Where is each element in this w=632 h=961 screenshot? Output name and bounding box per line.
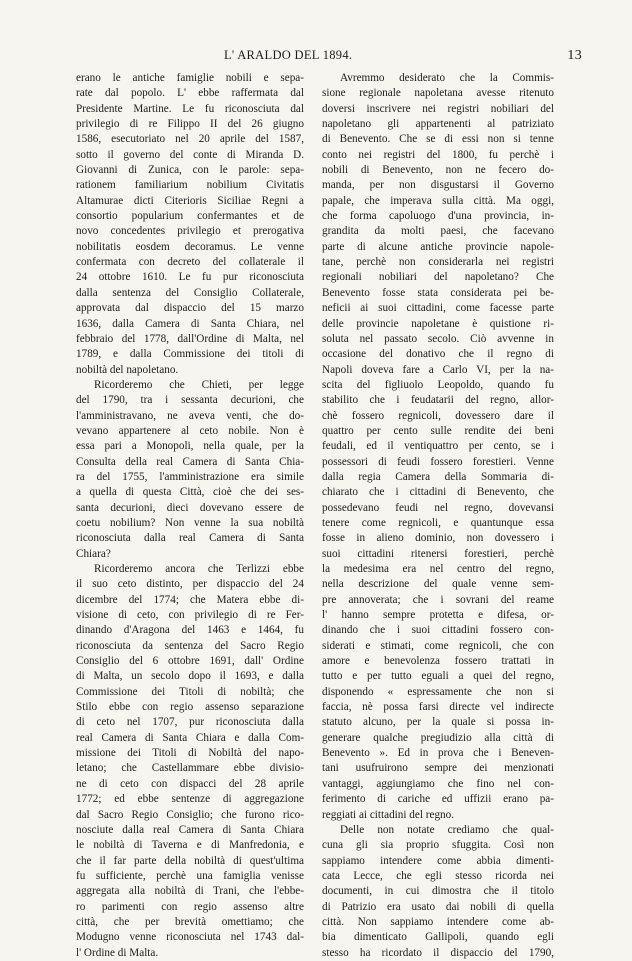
text-line: dicembre del 1774; che Matera ebbe di- bbox=[76, 593, 304, 606]
text-line: che forma capoluogo d'una provincia, in- bbox=[322, 210, 554, 223]
text-line: l'amministravano, ne aveva venti, che do- bbox=[76, 409, 304, 422]
text-line: parte di alcune antiche provincie napole- bbox=[322, 240, 554, 253]
text-line: ne di ceto con dispacci del 28 aprile bbox=[76, 777, 304, 790]
text-line: occasione del donativo che il regno di bbox=[322, 348, 554, 361]
text-line: nella descrizione del quale venne sem- bbox=[322, 578, 554, 591]
text-line: visione di ceto, con privilegio di re Fer- bbox=[76, 609, 304, 622]
text-line: coetu nobilium? Non venne la sua nobiltà bbox=[76, 516, 304, 529]
text-line: 1772; ed ebbe sentenze di aggregazione bbox=[76, 793, 304, 806]
text-line: Modugno venne riconosciuta nel 1743 dal- bbox=[76, 931, 304, 944]
text-line: ra del 1755, l'amministrazione era simile bbox=[76, 470, 304, 483]
text-line: Avremmo desiderato che la Commis- bbox=[340, 72, 554, 84]
text-line: di ceto nel 1707, pur riconosciuta dalla bbox=[76, 716, 304, 729]
text-line: Ricorderemo che Chieti, per legge bbox=[94, 378, 304, 391]
text-line: reggiati ai cittadini del regno. bbox=[322, 808, 455, 821]
text-line: consortio popularium confermantes et de bbox=[76, 210, 304, 223]
text-line: di Malta, un secolo dopo il 1693, e dalla bbox=[76, 670, 304, 683]
text-line: missione dei Titoli di Nobiltà del napo- bbox=[76, 747, 304, 760]
text-line: Ricorderemo ancora che Terlizzi ebbe bbox=[94, 563, 304, 575]
text-line: 1586, esecutoriato nel 20 aprile del 1587, bbox=[76, 133, 304, 146]
text-line: 1789, e dalla Commissione dei titoli di bbox=[76, 348, 304, 361]
text-line: tutto e per tutto eguali a quei del regno, bbox=[322, 670, 554, 683]
text-line: vevano appartenere al ceto nobile. Non è bbox=[76, 424, 304, 437]
text-line: Chiara? bbox=[76, 547, 111, 560]
text-line: manda, per non disgustarsi il Governo bbox=[322, 179, 554, 192]
text-line: documenti, in cui dimostra che il titolo bbox=[322, 885, 554, 898]
text-line: novo concedentes privilegio et prerogativa bbox=[76, 225, 304, 238]
text-line: papale, che imperava sulla città. Ma oggi, bbox=[322, 194, 554, 207]
text-line: vantaggi, aggiungiamo che fino nel con- bbox=[322, 777, 554, 790]
text-line: Consulta della real Camera di Santa Chia- bbox=[76, 455, 304, 468]
text-line: Benevento fosse stata considerata pei be- bbox=[322, 286, 554, 299]
text-line: cuna gli sia proprio sfuggita. Così non bbox=[322, 839, 554, 852]
text-line: conto nei registri del 1800, fu perchè i bbox=[322, 148, 554, 161]
text-line: dalla regia Camera della Sommaria di- bbox=[322, 470, 554, 483]
text-line: aggregata alla nobiltà di Trani, che l'ebbe- bbox=[76, 885, 304, 898]
text-line: possessori di feudi fossero forestieri. Venne bbox=[322, 455, 554, 468]
text-line: nobili di Benevento, non ne fecero do- bbox=[322, 164, 554, 177]
text-line: la medesima era nel centro del regno, bbox=[322, 563, 554, 575]
text-line: dinando d'Aragona del 1463 e 1464, fu bbox=[76, 624, 304, 637]
text-line: feudali, ed il ventiquattro per cento, se i bbox=[322, 440, 554, 453]
text-line: bia dimenticato Gallipoli, quando egli bbox=[322, 931, 554, 944]
running-title: L' ARALDO DEL 1894. bbox=[224, 48, 353, 62]
text-line: nobilitatis eosdem decoramus. Le venne bbox=[76, 240, 304, 253]
text-line: statuto alcuno, per la quale si possa in- bbox=[322, 716, 554, 729]
text-line: tane, perchè non considerarla nei registri bbox=[322, 256, 554, 269]
text-line: faccia, nè possa farsi directe vel indirecte bbox=[322, 701, 554, 714]
text-line: erano le antiche famiglie nobili e sepa- bbox=[76, 72, 304, 84]
text-line: città, che per brevità omettiamo; che bbox=[76, 915, 304, 928]
left-text-column bbox=[76, 71, 304, 961]
text-line: nosciute dalla real Camera di Santa Chiara bbox=[76, 823, 304, 836]
text-line: febbraio del 1778, dall'Ordine di Malta, nel bbox=[76, 332, 304, 345]
text-line: siderati e stimati, come regnicoli, che con bbox=[322, 639, 554, 652]
text-line: riconosciuta da sentenza del Sacro Regio bbox=[76, 639, 304, 652]
text-line: chiarato che i cittadini di Benevento, che bbox=[322, 486, 554, 499]
text-line: Giovanni di Zunica, con le parole: sepa- bbox=[76, 164, 304, 177]
text-line: amore e benevolenza fossero trattati in bbox=[322, 655, 554, 668]
text-line: ferimento di cariche ed uffizii erano pa- bbox=[322, 793, 554, 806]
right-text-column bbox=[322, 71, 554, 961]
text-line: letano; che Castellammare ebbe divisio- bbox=[76, 762, 304, 775]
text-line: disponendo « espressamente che non si bbox=[322, 685, 554, 698]
text-line: neficii ai suoi cittadini, come facesse parte bbox=[322, 302, 554, 315]
text-line: rationem familiarium nobilium Civitatis bbox=[76, 179, 304, 192]
text-line: di Benevento. Che se di essi non si tenne bbox=[322, 133, 554, 146]
text-line: di Patrizio era usato dai nobili di quella bbox=[322, 900, 554, 913]
text-line: doversi inscrivere nei registri nobiliari del bbox=[322, 102, 554, 115]
text-line: soluta nel passato secolo. Ciò avvenne in bbox=[322, 332, 554, 345]
text-line: dalla sentenza del Consiglio Collaterale, bbox=[76, 286, 304, 299]
text-line: fu sufficiente, perchè una famiglia venisse bbox=[76, 869, 304, 882]
text-line: a quella di questa Città, cioè che dei ses- bbox=[76, 486, 304, 499]
text-line: approvata dal dispaccio del 15 marzo bbox=[76, 302, 304, 315]
text-line: scita del figliuolo Leopoldo, quando fu bbox=[322, 378, 554, 391]
page-number: 13 bbox=[567, 48, 582, 63]
text-line: le nobiltà di Taverna e di Manfredonia, e bbox=[76, 839, 304, 852]
text-line: confermata con decreto del collaterale il bbox=[76, 256, 304, 269]
text-line: riconosciuta dalla real Camera di Santa bbox=[76, 532, 304, 545]
text-line: Commissione dei Titoli di nobiltà; che bbox=[76, 685, 304, 698]
text-line: ro parimenti con regio assenso altre bbox=[76, 900, 304, 913]
page-header bbox=[74, 48, 582, 68]
text-line: pre annoverata; che i sovrani del reame bbox=[322, 593, 554, 606]
text-line: l' Ordine di Malta. bbox=[76, 946, 159, 959]
text-line: città. Non sappiamo intendere come ab- bbox=[322, 915, 554, 928]
text-line: regionali nobiliari del napoletano? Che bbox=[322, 271, 554, 284]
text-line: stesso ha ricordato il dispaccio del 1790, bbox=[322, 946, 554, 959]
text-line: l' hanno sempre protetta e difesa, or- bbox=[322, 609, 554, 622]
text-line: sappiamo intendere come abbia dimenti- bbox=[322, 854, 554, 867]
text-line: Napoli doveva fare a Carlo VI, per la na- bbox=[322, 363, 554, 376]
text-line: delle provincie napoletane è quistione ri- bbox=[322, 317, 554, 330]
text-line: Presidente Martine. Le fu riconosciuta dal bbox=[76, 102, 304, 115]
text-line: privilegio di re Filippo II del 26 giugno bbox=[76, 118, 304, 131]
text-line: Consiglio del 6 ottobre 1691, dall' Ordine bbox=[76, 655, 304, 668]
text-line: 24 ottobre 1610. Le fu pur riconosciuta bbox=[76, 271, 304, 284]
text-line: stabilito che i feudatarii del regno, allor- bbox=[322, 394, 554, 407]
text-line: Stilo ebbe con regio assenso separazione bbox=[76, 701, 304, 714]
text-line: sione regionale napoletana avesse ritenuto bbox=[322, 87, 554, 100]
text-line: che il far parte della nobiltà di quest'ultima bbox=[76, 854, 304, 867]
text-line: essa pari a Monopoli, nella quale, per la bbox=[76, 440, 304, 453]
text-line: possedevano feudi nel regno, dovevansi bbox=[322, 501, 554, 514]
text-line: generare qualche pregiudizio alla città di bbox=[322, 731, 554, 744]
text-line: Altamurae dicti Citerioris Siciliae Regni a bbox=[76, 194, 304, 207]
text-line: del 1790, tra i sessanta decurioni, che bbox=[76, 394, 304, 407]
text-line: tenere come regnicoli, e quantunque essa bbox=[322, 516, 554, 529]
text-line: real Camera di Santa Chiara e dalla Com- bbox=[76, 731, 304, 744]
text-line: quattro per cento sulle rendite dei beni bbox=[322, 424, 554, 437]
text-line: tani usufruirono sempre dei menzionati bbox=[322, 762, 554, 775]
text-line: fosse in alieno dominio, non dovessero i bbox=[322, 532, 554, 545]
text-line: grandita da molti paesi, che facevano bbox=[322, 225, 554, 238]
text-line: sotto il governo del conte di Miranda D. bbox=[76, 148, 304, 161]
text-line: napoletano gli appartenenti al patriziato bbox=[322, 118, 554, 131]
text-line: Benevento ». Ed in prova che i Beneven- bbox=[322, 747, 554, 760]
text-line: nobiltà del napoletano. bbox=[76, 363, 179, 376]
text-line: il suo ceto distinto, per dispaccio del 24 bbox=[76, 578, 304, 591]
text-line: dinando che i suoi cittadini fossero con- bbox=[322, 624, 554, 637]
text-line: dal Sacro Regio Consiglio; che furono rico- bbox=[76, 808, 304, 821]
text-line: santa decurioni, dieci dovevano essere de bbox=[76, 501, 304, 514]
text-line: cata Lecce, che egli stesso ricorda nei bbox=[322, 869, 554, 882]
text-line: suoi cittadini ritenersi forestieri, perchè bbox=[322, 547, 554, 560]
text-line: chè fossero regnicoli, dovessero dare il bbox=[322, 409, 554, 422]
text-line: rate dal popolo. L' ebbe raffermata dal bbox=[76, 87, 304, 100]
text-line: Delle non notate crediamo che qual- bbox=[340, 823, 554, 836]
text-line: 1636, dalla Camera di Santa Chiara, nel bbox=[76, 317, 304, 330]
